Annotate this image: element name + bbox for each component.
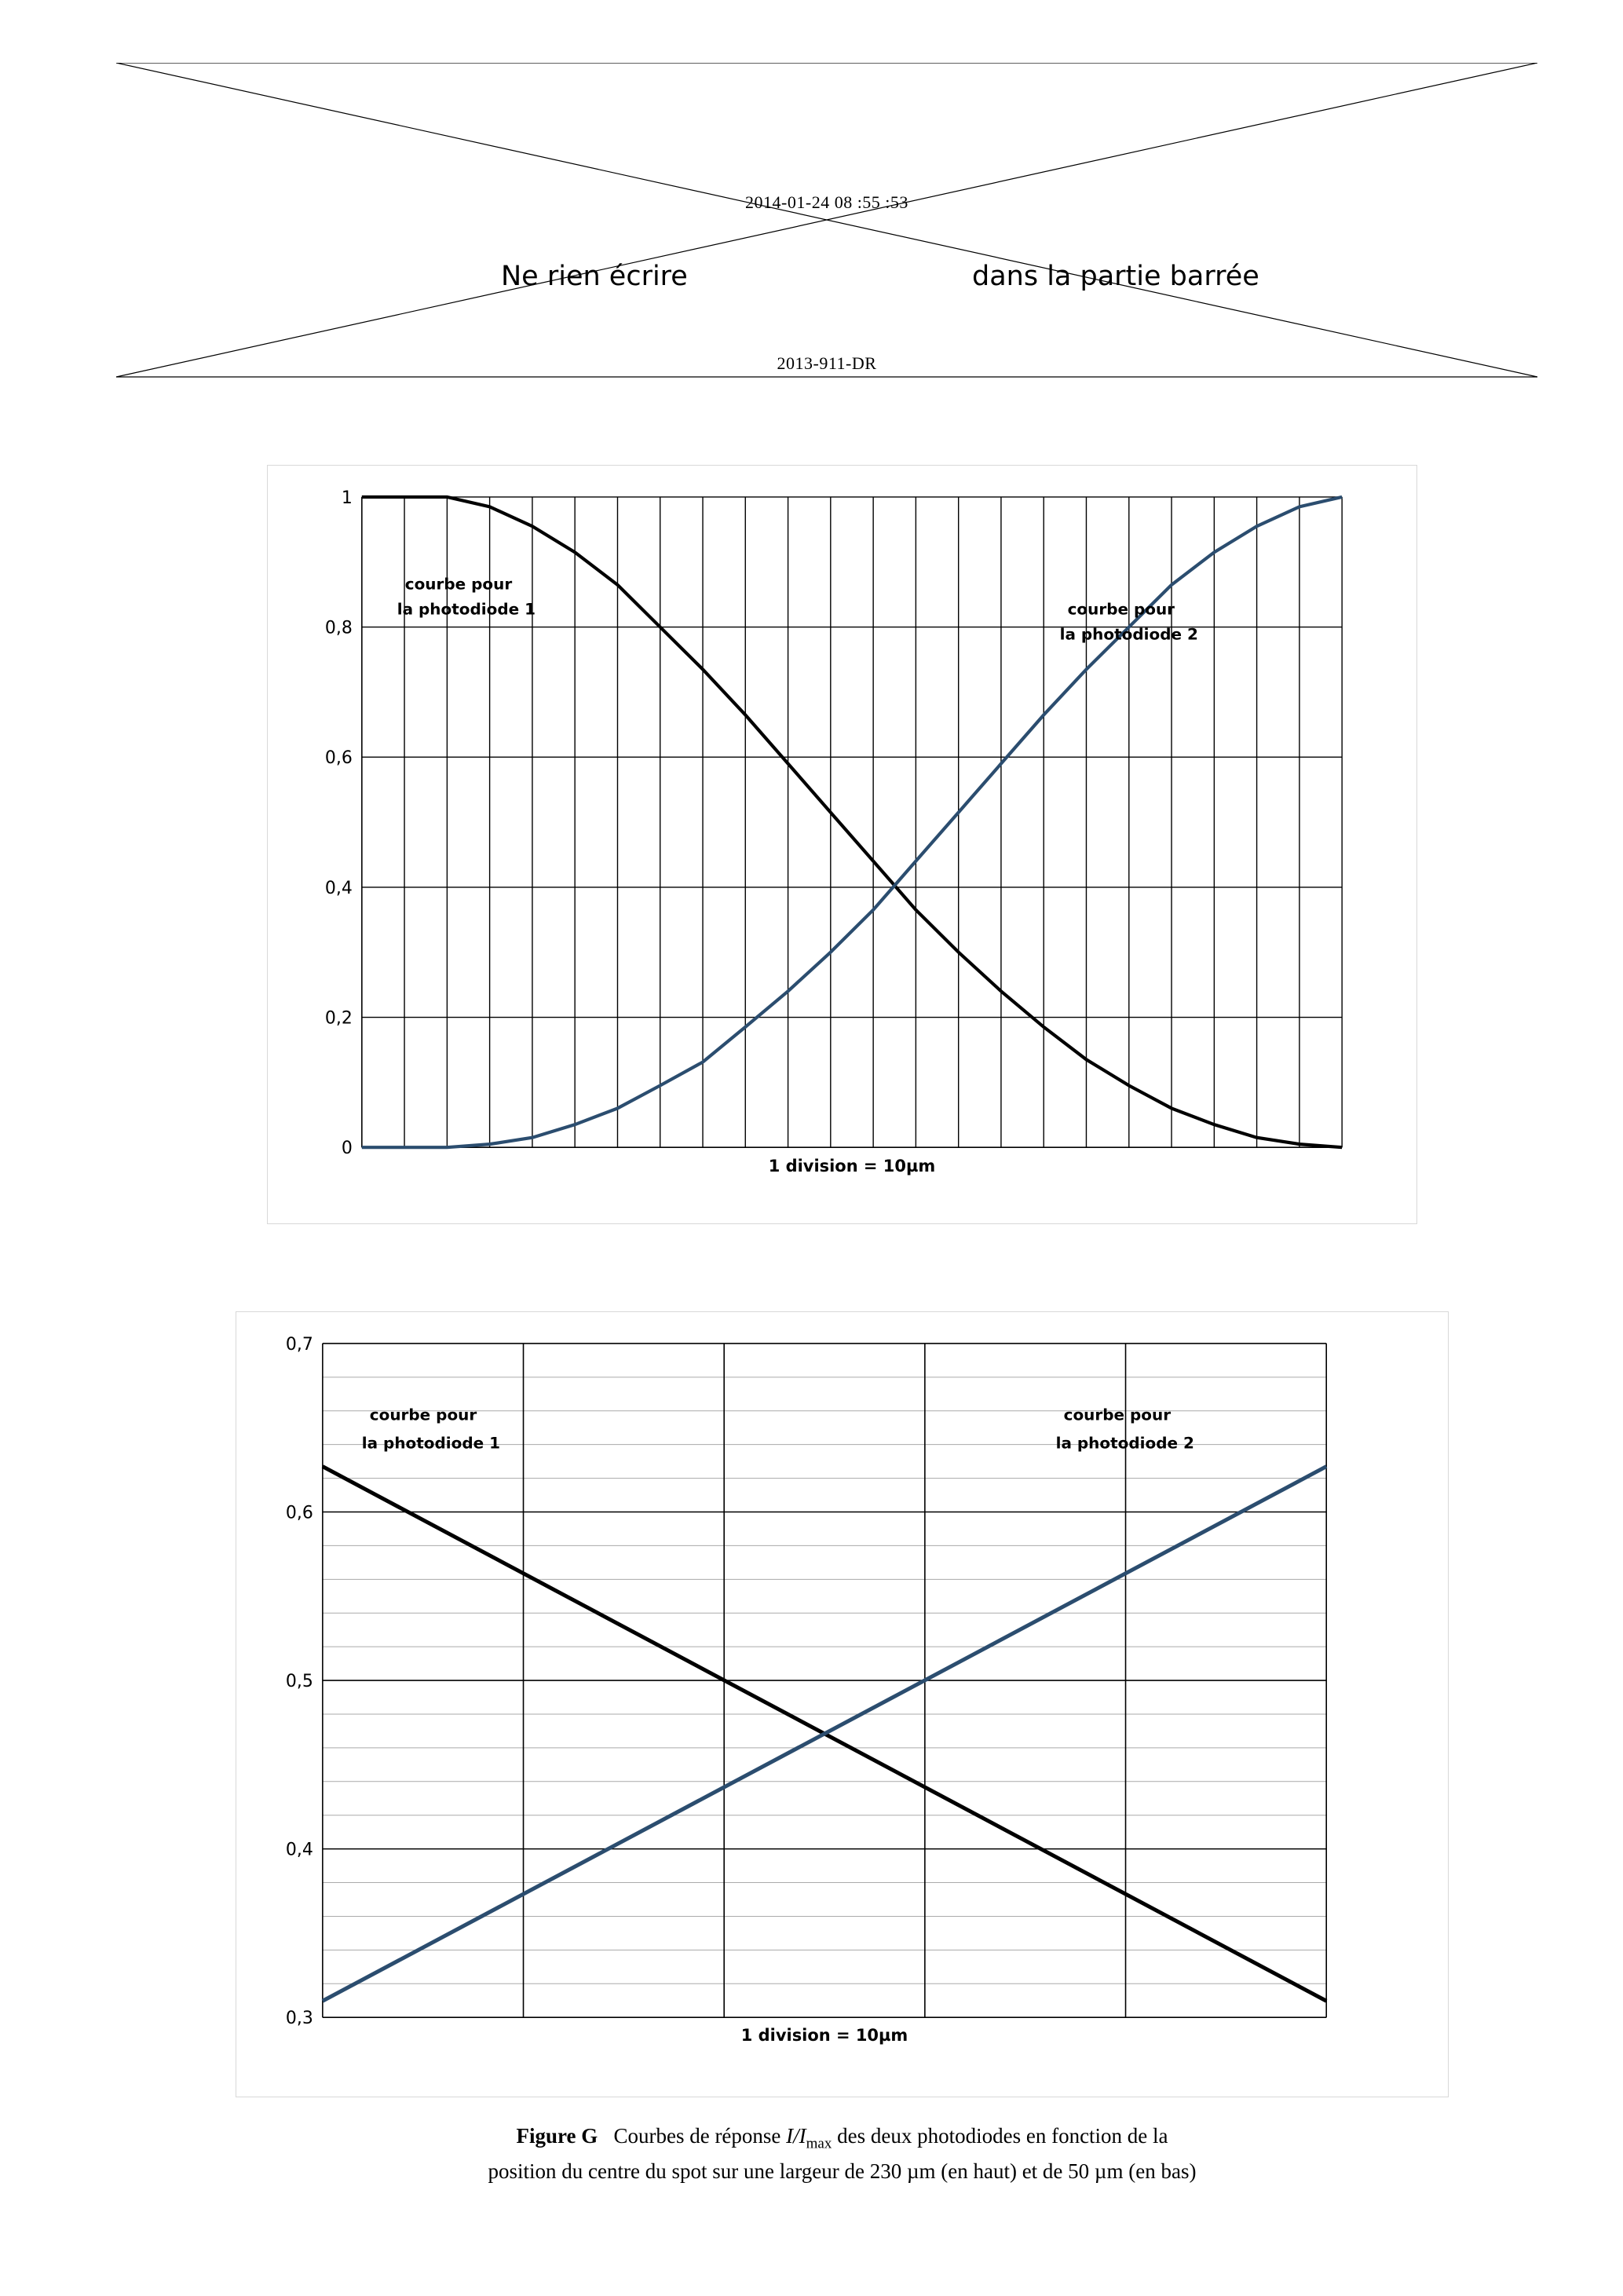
top-ytick-0-2: 0,2	[324, 1008, 353, 1029]
bottom-ytick-0-3: 0,3	[285, 2009, 313, 2029]
top-ytick-0-6: 0,6	[324, 748, 353, 769]
curve-photodiode-2	[362, 497, 1342, 1147]
top-ytick-1: 1	[341, 488, 353, 508]
bottom-ytick-0-5: 0,5	[285, 1672, 313, 1692]
barred-header-zone	[116, 63, 1537, 400]
bottom-ytick-0-4: 0,4	[285, 1840, 313, 1860]
curve-photodiode-1	[362, 497, 1342, 1147]
header-warning-left: Ne rien écrire	[501, 261, 688, 292]
header-reference-code: 2013-911-DR	[777, 353, 877, 373]
figure-caption-subscript: max	[806, 2135, 832, 2152]
header-timestamp: 2014-01-24 08 :55 :53	[745, 192, 908, 212]
bottom-division-note: 1 division = 10µm	[740, 2026, 908, 2046]
top-label-curve2-line2: la photodiode 2	[1059, 624, 1198, 644]
top-chart-panel	[267, 465, 1417, 1224]
top-division-note: 1 division = 10µm	[768, 1157, 936, 1176]
bottom-label-curve1-line1: courbe pour	[369, 1405, 477, 1424]
figure-caption	[236, 2120, 1449, 2187]
bottom-label-curve2-line2: la photodiode 2	[1055, 1433, 1194, 1453]
top-ytick-0: 0	[341, 1139, 353, 1159]
bottom-ytick-0-7: 0,7	[285, 1334, 313, 1355]
bottom-chart-panel	[236, 1311, 1449, 2097]
figure-caption-line1-a: Courbes de réponse	[613, 2124, 787, 2148]
figure-caption-name: Figure G	[516, 2124, 598, 2148]
figure-caption-symbol: I/I	[786, 2124, 806, 2148]
top-chart-svg	[268, 466, 1416, 1223]
bottom-ytick-0-6: 0,6	[285, 1503, 313, 1523]
top-label-curve2-line1: courbe pour	[1067, 599, 1175, 619]
top-ytick-0-4: 0,4	[324, 878, 353, 898]
top-label-curve1-line2: la photodiode 1	[397, 599, 536, 619]
top-chart-grid	[362, 497, 1342, 1147]
figure-caption-line1-b: des deux photodiodes en fonction de la	[832, 2124, 1168, 2148]
figure-caption-line2: position du centre du spot sur une largeur de 230 µm (en haut) et de 50 µm (en bas)	[488, 2159, 1197, 2183]
header-warning-right: dans la partie barrée	[972, 261, 1259, 292]
top-label-curve1-line1: courbe pour	[404, 574, 513, 594]
bottom-label-curve1-line2: la photodiode 1	[361, 1433, 501, 1453]
bottom-chart-svg	[236, 1312, 1448, 2097]
bottom-label-curve2-line1: courbe pour	[1063, 1405, 1172, 1424]
top-ytick-0-8: 0,8	[324, 618, 353, 638]
barred-cross-lines	[116, 63, 1537, 400]
